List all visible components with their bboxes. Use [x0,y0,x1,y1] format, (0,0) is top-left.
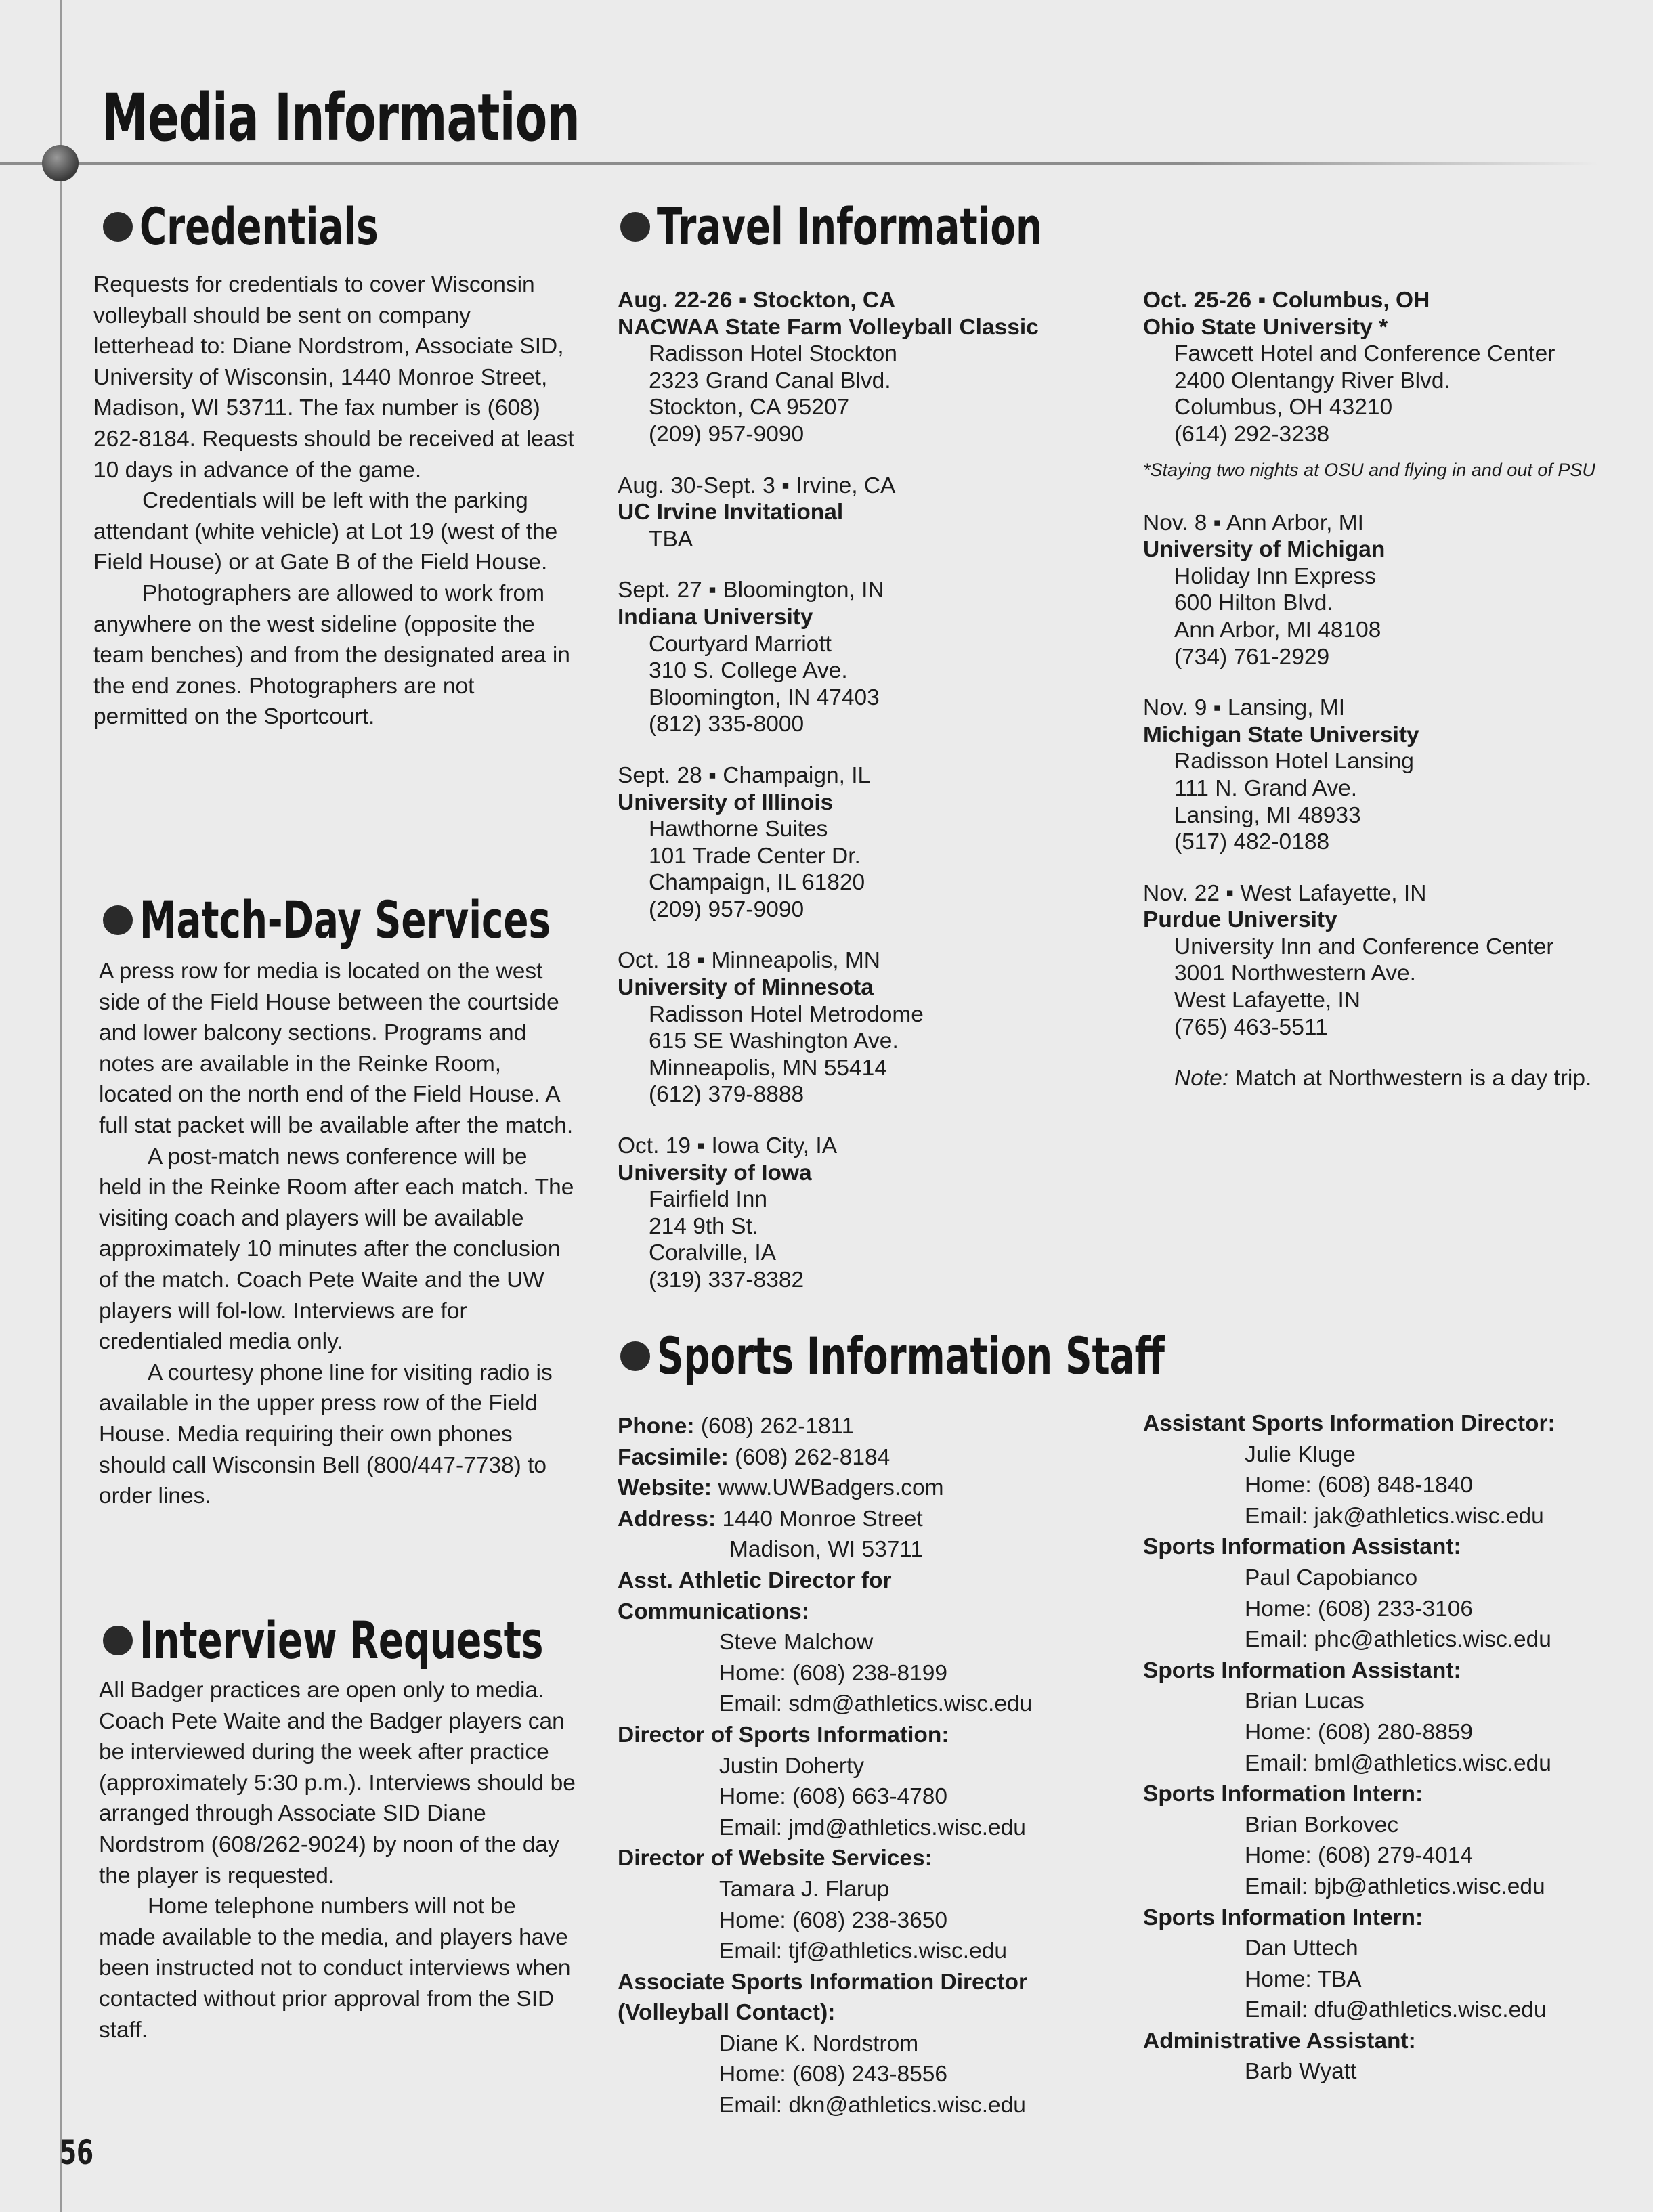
travel-place: Columbus, OH [1272,288,1430,313]
travel-org: Indiana University [618,604,813,630]
note-label: Note: [1174,1066,1229,1091]
staff-heading: Sports Information Staff [620,1326,1362,1386]
staff-name: Dan Uttech [1245,1936,1358,1961]
paragraph: A courtesy phone line for visiting radio is available in the upper press row of the Field House. Media requiring their own phones should call Wisconsin Bell (800/447-7738) to order lines. [99,1360,553,1509]
credentials-heading: Credentials [103,196,471,257]
staff-home-phone: Home: (608) 238-8199 [719,1660,948,1686]
staff-role: Director of Website Services: [618,1846,932,1871]
paragraph: All Badger practices are open only to media. Coach Pete Waite and the Badger players can be interviewed during the week after practice (approximately 5:30 p.m.). Interviews should be arranged through Associate SID Diane Nordstrom (608/262-9024) by noon of the day the player is requested. [99,1678,576,1888]
travel-dateline [618,762,1132,789]
travel-column-1 [618,287,1132,1318]
osu-footnote: *Staying two nights at OSU and flying in and out of PSU [1143,459,1595,480]
separator-icon: ▪ [1219,880,1241,906]
credentials-body [93,269,574,733]
staff-role: Sports Information Intern: [1143,1905,1423,1930]
travel-lines [618,341,1132,448]
travel-entry [618,473,1132,553]
staff-role: Assistant Sports Information Director: [1143,1411,1555,1436]
travel-lines [618,526,1132,553]
staff-name: Diane K. Nordstrom [719,2031,919,2056]
travel-date: Aug. 30-Sept. 3 [618,473,775,498]
travel-place: Champaign, IL [723,762,871,788]
travel-entry [1143,510,1617,671]
travel-org: Michigan State University [1143,722,1419,747]
travel-entry [618,762,1132,924]
note-text: Match at Northwestern is a day trip. [1235,1066,1592,1091]
travel-date: Oct. 19 [618,1133,691,1159]
travel-line: TBA [649,526,693,552]
travel-date: Oct. 18 [618,948,691,974]
travel-line: Lansing, MI 48933 [1174,802,1361,828]
staff-email[interactable]: Email: jmd@athletics.wisc.edu [719,1815,1026,1840]
paragraph: Credentials will be left with the parking attendant (white vehicle) at Lot 19 (west of the Field House) or at Gate B of the Field House. [93,488,558,576]
travel-entry [618,1133,1132,1294]
travel-dateline [618,947,1132,974]
travel-entry [1143,880,1617,1041]
travel-place: Minneapolis, MN [711,948,880,974]
travel-date: Sept. 27 [618,578,702,603]
travel-line: Fawcett Hotel and Conference Center [1174,341,1555,367]
travel-line: Holiday Inn Express [1174,563,1376,589]
staff-role: Director of Sports Information: [618,1722,949,1748]
travel-place: Iowa City, IA [711,1133,838,1159]
travel-place: Irvine, CA [796,473,896,498]
staff-name: Steve Malchow [719,1630,874,1655]
travel-org: NACWAA State Farm Volleyball Classic [618,314,1039,340]
travel-place: West Lafayette, IN [1240,880,1427,906]
travel-line: Stockton, CA 95207 [649,395,850,420]
travel-lines [1143,934,1617,1041]
travel-line: (765) 463-5511 [1174,1014,1328,1040]
staff-role: Associate Sports Information Director [618,1969,1027,1995]
staff-name: Paul Capobianco [1245,1565,1418,1590]
staff-role: (Volleyball Contact): [618,2000,836,2026]
travel-heading: Travel Information [620,196,1192,257]
separator-icon: ▪ [691,1133,712,1159]
paragraph: Photographers are allowed to work from anywhere on the west sideline (opposite the team benches) and from the designated area in the end zones. Photographers are not permitted on the Sportcourt. [93,580,570,730]
staff-email[interactable]: Email: tjf@athletics.wisc.edu [719,1938,1007,1964]
page-number: 56 [60,2133,94,2172]
separator-icon: ▪ [702,578,723,603]
travel-line: Radisson Hotel Lansing [1174,749,1414,775]
staff-home-phone: Home: TBA [1245,1966,1362,1992]
margin-rule [60,0,62,2212]
staff-role: Sports Information Assistant: [1143,1534,1461,1560]
travel-entry [1143,287,1617,448]
travel-entry [618,577,1132,738]
travel-line: 600 Hilton Blvd. [1174,590,1333,616]
travel-line: Courtyard Marriott [649,631,832,657]
travel-line: Radisson Hotel Metrodome [649,1001,924,1027]
paragraph: A press row for media is located on the west side of the Field House between the courtside and lower balcony sections. Programs and notes are available in the Reinke Room, located on the north end of the Field House. A full stat packet will be available after the match. [99,959,574,1138]
staff-phone: Phone: (608) 262-1811 [618,1414,855,1439]
travel-line: Hawthorne Suites [649,817,828,842]
interview-body [99,1675,576,2045]
travel-lines [618,631,1132,738]
staff-home-phone: Home: (608) 279-4014 [1245,1843,1474,1869]
title-rule-dot [42,145,79,181]
travel-line: Radisson Hotel Stockton [649,341,897,367]
separator-icon: ▪ [1207,695,1228,721]
staff-email[interactable]: Email: jak@athletics.wisc.edu [1245,1503,1544,1529]
travel-line: (812) 335-8000 [649,712,804,737]
travel-lines [618,1001,1132,1108]
travel-place: Ann Arbor, MI [1226,510,1364,536]
staff-role: Administrative Assistant: [1143,2028,1416,2054]
staff-email[interactable]: Email: phc@athletics.wisc.edu [1245,1627,1551,1653]
travel-entry [618,287,1132,448]
travel-entry [1143,695,1617,856]
travel-org: UC Irvine Invitational [618,500,844,525]
staff-address: Address: 1440 Monroe Street [618,1506,923,1532]
travel-dateline [618,1133,1132,1160]
bullet-icon [103,1626,133,1655]
travel-line: 310 S. College Ave. [649,658,848,684]
staff-fax: Facsimile: (608) 262-8184 [618,1444,890,1470]
travel-org: Ohio State University * [1143,314,1388,340]
travel-line: 2323 Grand Canal Blvd. [649,368,891,393]
travel-date: Oct. 25-26 [1143,288,1252,313]
staff-email[interactable]: Email: dfu@athletics.wisc.edu [1245,1997,1547,2023]
staff-home-phone: Home: (608) 848-1840 [1245,1473,1474,1498]
staff-email[interactable]: Email: sdm@athletics.wisc.edu [719,1691,1033,1717]
staff-role: Sports Information Assistant: [1143,1657,1461,1683]
staff-home-phone: Home: (608) 243-8556 [719,2062,948,2087]
bullet-icon [620,212,650,242]
travel-line: Champaign, IL 61820 [649,870,865,896]
staff-name: Julie Kluge [1245,1441,1356,1467]
match-day-heading: Match-Day Services [103,890,710,950]
separator-icon: ▪ [702,762,723,788]
staff-name: Tamara J. Flarup [719,1876,890,1902]
staff-email[interactable]: Email: dkn@athletics.wisc.edu [719,2093,1026,2119]
match-day-body [99,956,576,1512]
travel-line: 2400 Olentangy River Blvd. [1174,368,1451,393]
bullet-icon [103,212,133,242]
travel-line: Fairfield Inn [649,1187,768,1213]
travel-line: 111 N. Grand Ave. [1174,775,1358,801]
travel-dateline [1143,695,1617,722]
staff-role: Asst. Athletic Director for [618,1567,892,1593]
travel-line: (612) 379-8888 [649,1082,804,1108]
travel-lines [618,1186,1132,1293]
staff-email[interactable]: Email: bjb@athletics.wisc.edu [1245,1873,1545,1899]
travel-line: (209) 957-9090 [649,421,804,447]
travel-dateline [1143,510,1617,537]
travel-line: Coralville, IA [649,1240,777,1266]
title-rule [0,162,1192,165]
travel-dateline [1143,287,1617,314]
separator-icon: ▪ [732,288,753,313]
staff-column-2 [1143,1408,1631,2087]
travel-org: University of Illinois [618,789,834,815]
staff-name: Brian Borkovec [1245,1812,1399,1838]
travel-lines [1143,563,1617,670]
travel-note [1143,1065,1617,1092]
travel-place: Bloomington, IN [723,578,884,603]
travel-line: 101 Trade Center Dr. [649,843,861,869]
staff-email[interactable]: Email: bml@athletics.wisc.edu [1245,1750,1551,1776]
separator-icon: ▪ [691,948,712,974]
travel-org: Purdue University [1143,907,1337,933]
paragraph: A post-match news conference will be held in the Reinke Room after each match. The visiting coach and players will be available approximately 10 minutes after the conclusion of the match. Coach Pete Waite and the UW players will fol-low. Interviews are for credentialed media only. [99,1144,574,1355]
travel-line: (734) 761-2929 [1174,644,1330,670]
travel-dateline [618,577,1132,604]
staff-name: Justin Doherty [719,1753,865,1779]
staff-name: Barb Wyatt [1245,2059,1357,2085]
separator-icon: ▪ [1207,510,1226,536]
travel-line: West Lafayette, IN [1174,988,1360,1014]
staff-column-1 [618,1411,1132,2121]
travel-date: Nov. 9 [1143,695,1207,721]
travel-line: (517) 482-0188 [1174,829,1330,855]
travel-lines [1143,748,1617,855]
staff-name: Brian Lucas [1245,1689,1365,1714]
travel-line: Minneapolis, MN 55414 [649,1055,887,1081]
travel-place: Lansing, MI [1227,695,1346,721]
interview-heading: Interview Requests [103,1610,700,1670]
travel-entry [618,947,1132,1108]
travel-org: University of Iowa [618,1160,812,1186]
travel-line: Bloomington, IN 47403 [649,685,880,710]
travel-line: (319) 337-8382 [649,1267,804,1293]
travel-line: University Inn and Conference Center [1174,934,1554,959]
travel-line: (614) 292-3238 [1174,421,1330,447]
travel-line: 3001 Northwestern Ave. [1174,961,1416,986]
paragraph: Requests for credentials to cover Wisconsin volleyball should be sent on company letterhead to: Diane Nordstrom, Associate SID, University of Wisconsin, 1440 Monroe Street, Madison, WI 53711. The fax number is (608) 262-8184. Requests should be received at least 10 days in advance of the game. [93,272,574,483]
separator-icon: ▪ [1251,288,1272,313]
staff-website: Website: www.UWBadgers.com [618,1475,944,1501]
travel-place: Stockton, CA [752,288,896,313]
travel-dateline [618,473,1132,500]
travel-dateline [1143,880,1617,907]
travel-org: University of Minnesota [618,975,874,1001]
travel-line: (209) 957-9090 [649,896,804,922]
bullet-icon [103,905,133,935]
staff-role: Sports Information Intern: [1143,1781,1423,1807]
page-title: Media Information [102,80,580,156]
separator-icon: ▪ [775,473,796,498]
staff-address-line-2: Madison, WI 53711 [729,1537,924,1563]
travel-date: Nov. 22 [1143,880,1220,906]
travel-line: Ann Arbor, MI 48108 [1174,617,1381,643]
staff-home-phone: Home: (608) 280-8859 [1245,1719,1474,1745]
staff-home-phone: Home: (608) 233-3106 [1245,1596,1474,1622]
travel-date: Sept. 28 [618,762,702,788]
paragraph: Home telephone numbers will not be made available to the media, and players have been instructed not to conduct interviews when contacted without prior approval from the SID staff. [99,1894,571,2043]
travel-dateline [618,287,1132,314]
title-rule-fade [1192,162,1598,165]
travel-lines [1143,341,1617,448]
travel-column-2 [1143,287,1617,1092]
travel-lines [618,816,1132,923]
travel-org: University of Michigan [1143,537,1386,563]
travel-line: 214 9th St. [649,1213,759,1239]
staff-role: Communications: [618,1599,809,1624]
travel-date: Nov. 8 [1143,510,1207,536]
staff-home-phone: Home: (608) 663-4780 [719,1784,948,1810]
travel-line: Columbus, OH 43210 [1174,395,1393,420]
bullet-icon [620,1341,650,1371]
travel-date: Aug. 22-26 [618,288,733,313]
staff-home-phone: Home: (608) 238-3650 [719,1907,948,1933]
travel-line: 615 SE Washington Ave. [649,1028,899,1054]
